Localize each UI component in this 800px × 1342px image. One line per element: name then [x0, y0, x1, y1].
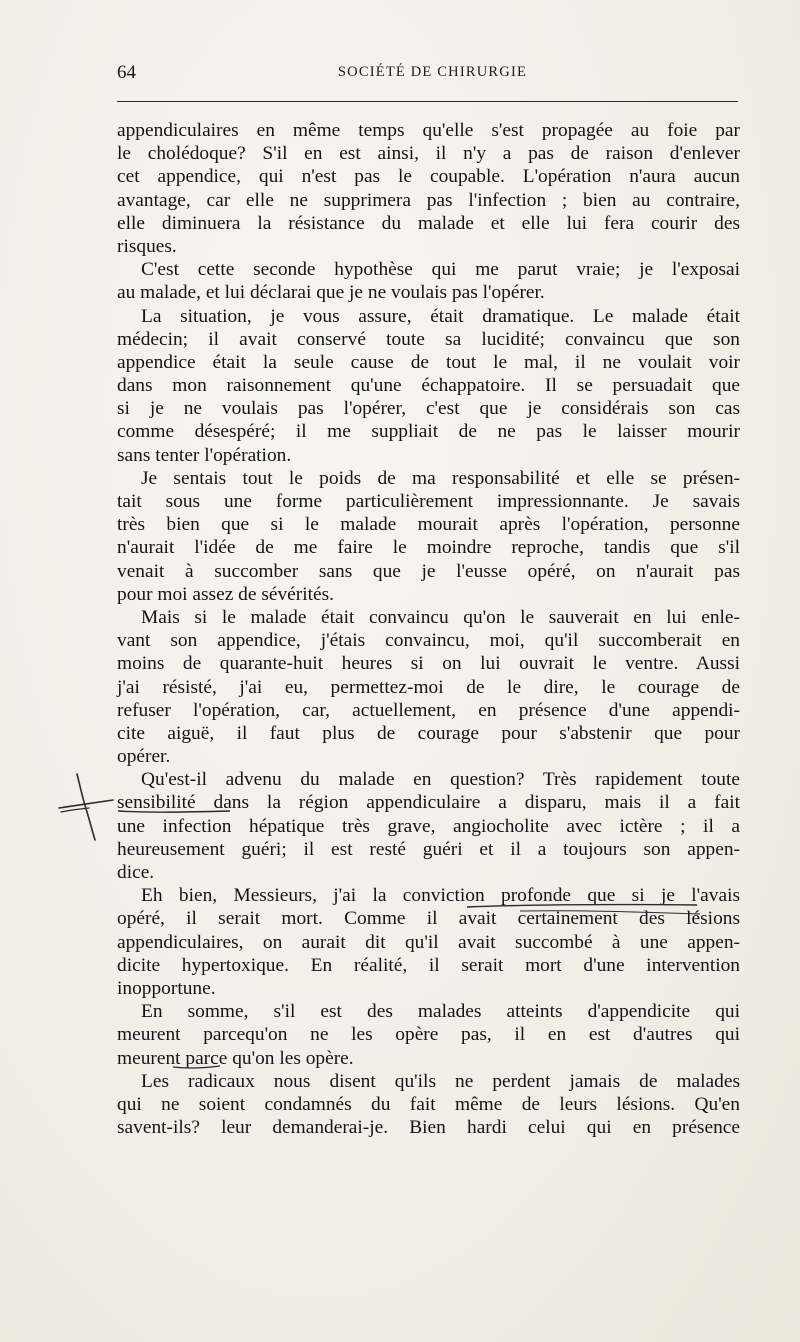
page-number: 64	[117, 62, 136, 83]
text-line: La situation, je vous assure, était dramatique. Le malade était	[141, 305, 740, 327]
text-line: Mais si le malade était convaincu qu'on le sauverait en lui enle-	[141, 606, 740, 628]
text-line: médecin; il avait conservé toute sa lucidité; convaincu que son	[117, 328, 740, 350]
text-line: cite aiguë, il faut plus de courage pour s'abstenir que pour	[117, 722, 740, 744]
text-line: En somme, s'il est des malades atteints d'appendicite qui	[141, 1001, 740, 1023]
text-line: C'est cette seconde hypothèse qui me parut vraie; je l'exposai	[141, 259, 740, 281]
text-line: elle diminuera la résistance du malade et elle lui fera courir des	[117, 212, 740, 234]
text-line: inopportune.	[117, 977, 216, 999]
text-line: appendiculaires, on aurait dit qu'il avait succombé à une appen-	[117, 931, 740, 953]
text-line: sensibilité dans la région appendiculaire a disparu, mais il a fait	[117, 792, 740, 814]
text-line: tait sous une forme particulièrement impressionnante. Je savais	[117, 491, 740, 512]
text-line: pour moi assez de sévérités.	[117, 583, 334, 605]
text-line: opérer.	[117, 746, 171, 768]
text-line: dicite hypertoxique. En réalité, il serait mort d'une intervention	[117, 954, 740, 976]
text-line: très bien que si le malade mourait après l'opération, personne	[117, 514, 740, 536]
text-line: si je ne voulais pas l'opérer, c'est que je considérais son cas	[117, 398, 740, 420]
text-line: appendiculaires en même temps qu'elle s'est propagée au foie par	[117, 120, 740, 141]
text-line: Je sentais tout le poids de ma responsabilité et elle se présen-	[141, 467, 740, 489]
text-line: qui ne soient condamnés du fait même de leurs lésions. Qu'en	[117, 1093, 740, 1115]
text-line: opéré, il serait mort. Comme il avait certainement des lésions	[117, 908, 740, 930]
text-line: cet appendice, qui n'est pas le coupable. L'opération n'aura aucun	[117, 166, 740, 188]
text-line: dans mon raisonnement qu'une échappatoire. Il se persuadait que	[117, 375, 740, 397]
text-line: moins de quarante-huit heures si on lui ouvrait le ventre. Aussi	[117, 653, 740, 675]
text-line: au malade, et lui déclarai que je ne voulais pas l'opérer.	[117, 282, 545, 304]
text-line: meurent parcequ'on ne les opère pas, il en est d'autres qui	[117, 1024, 740, 1046]
text-line: sans tenter l'opération.	[117, 444, 292, 466]
text-line: comme désespéré; il me suppliait de ne pas le laisser mourir	[117, 421, 740, 443]
text-line: Eh bien, Messieurs, j'ai la conviction profonde que si je l'avais	[141, 885, 740, 907]
body-text	[117, 119, 740, 1139]
text-line: Qu'est-il advenu du malade en question? Très rapidement toute	[141, 769, 740, 791]
text-line: heureusement guéri; il est resté guéri et il a toujours son appen-	[117, 838, 740, 860]
header-rule	[117, 101, 738, 102]
text-line: n'aurait l'idée de me faire le moindre reproche, tandis que s'il	[117, 537, 740, 559]
text-line: vant son appendice, j'étais convaincu, moi, qu'il succomberait en	[117, 630, 740, 652]
text-line: meurent parce qu'on les opère.	[117, 1047, 354, 1069]
running-head: SOCIÉTÉ DE CHIRURGIE	[337, 64, 528, 80]
page-header	[117, 62, 738, 86]
text-line: Les radicaux nous disent qu'ils ne perdent jamais de malades	[141, 1070, 740, 1092]
text-line: venait à succomber sans que je l'eusse opéré, on n'aurait pas	[117, 560, 740, 582]
text-line: avantage, car elle ne supprimera pas l'infection ; bien au contraire,	[117, 189, 740, 211]
text-line: refuser l'opération, car, actuellement, en présence d'une appendi-	[117, 699, 740, 721]
margin-cross-annotation-icon	[55, 772, 115, 842]
text-line: le cholédoque? S'il en est ainsi, il n'y a pas de raison d'enlever	[117, 143, 740, 165]
text-line: savent-ils? leur demanderai-je. Bien hardi celui qui en présence	[117, 1117, 740, 1139]
text-line: appendice était la seule cause de tout le mal, il ne voulait voir	[117, 351, 740, 373]
text-line: j'ai résisté, j'ai eu, permettez-moi de le dire, le courage de	[117, 676, 740, 698]
text-line: dice.	[117, 862, 155, 883]
text-line: une infection hépatique très grave, angiocholite avec ictère ; il a	[117, 815, 740, 837]
text-line: risques.	[117, 235, 177, 257]
